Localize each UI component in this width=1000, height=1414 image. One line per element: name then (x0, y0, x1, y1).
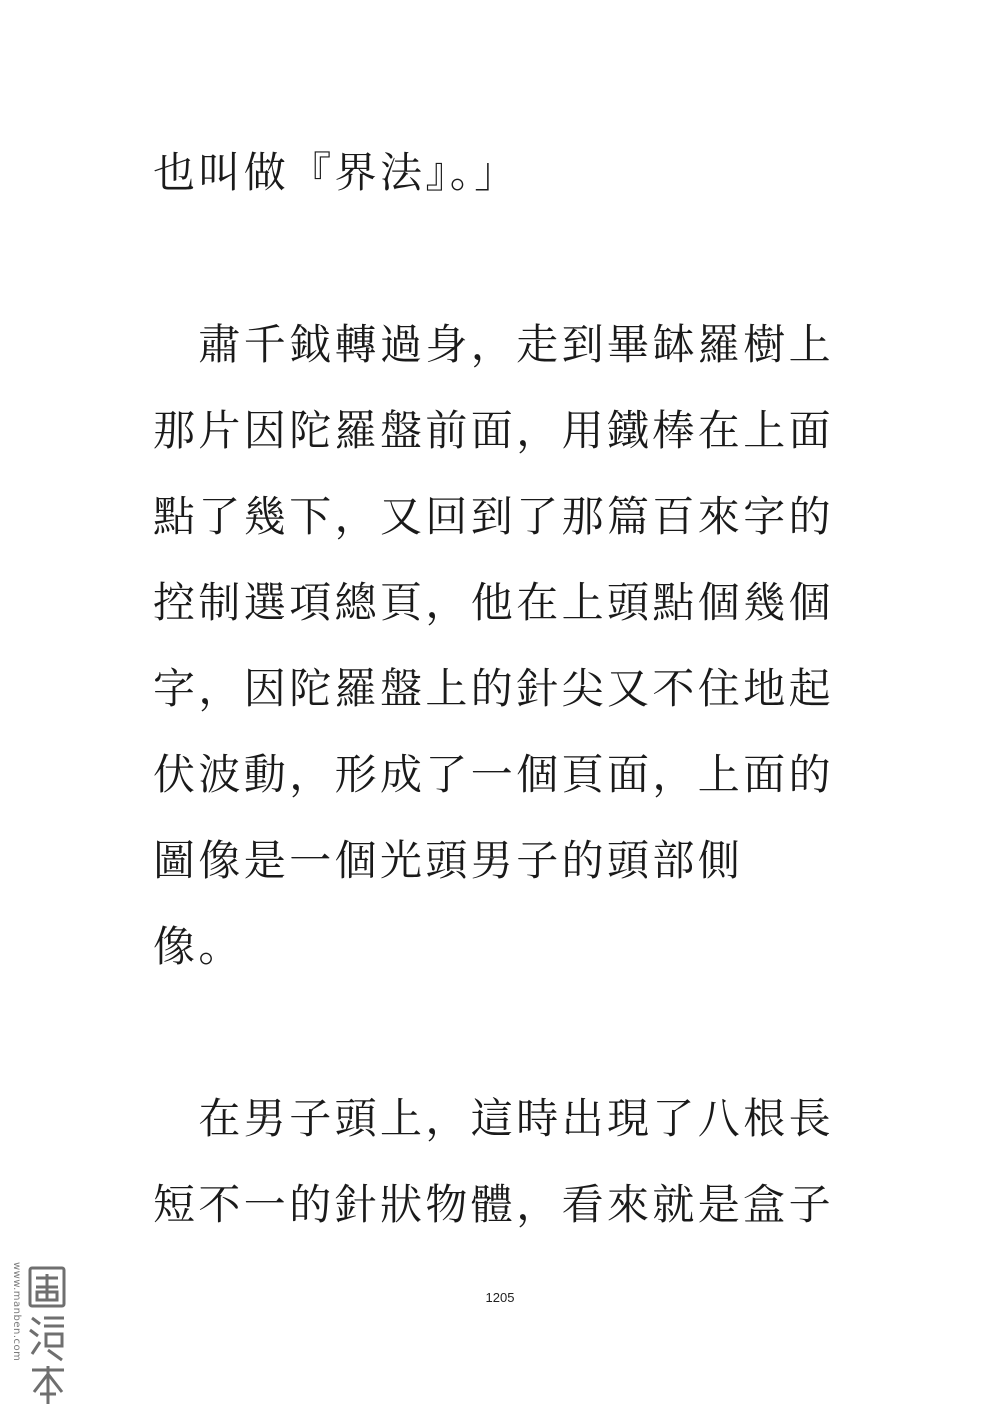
paragraph-gap (153, 990, 853, 1076)
text-line: 那片因陀羅盤前面，用鐵棒在上面 (153, 406, 835, 455)
text-line: 控制選項總頁，他在上頭點個幾個 (153, 578, 835, 627)
text-line: 字，因陀羅盤上的針尖又不住地起 (153, 664, 835, 713)
body-text (153, 130, 853, 1248)
watermark (8, 1262, 70, 1410)
watermark-logo-icon (26, 1262, 70, 1410)
text-line: 短不一的針狀物體，看來就是盒子 (153, 1180, 835, 1229)
text-line: 也叫做『界法』。」 (153, 148, 520, 197)
text-line: 圖像是一個光頭男子的頭部側 (153, 836, 744, 885)
text-line: 在男子頭上，這時出現了八根長 (153, 1094, 835, 1143)
watermark-url: www.manben.com (11, 1262, 22, 1362)
text-line: 伏波動，形成了一個頁面，上面的 (153, 750, 835, 799)
paragraph-gap (153, 216, 853, 302)
text-line: 肅千鉞轉過身，走到畢缽羅樹上 (153, 320, 835, 369)
text-line: 點了幾下，又回到了那篇百來字的 (153, 492, 835, 541)
page-number: 1205 (485, 1290, 515, 1305)
text-line: 像。 (153, 922, 244, 971)
